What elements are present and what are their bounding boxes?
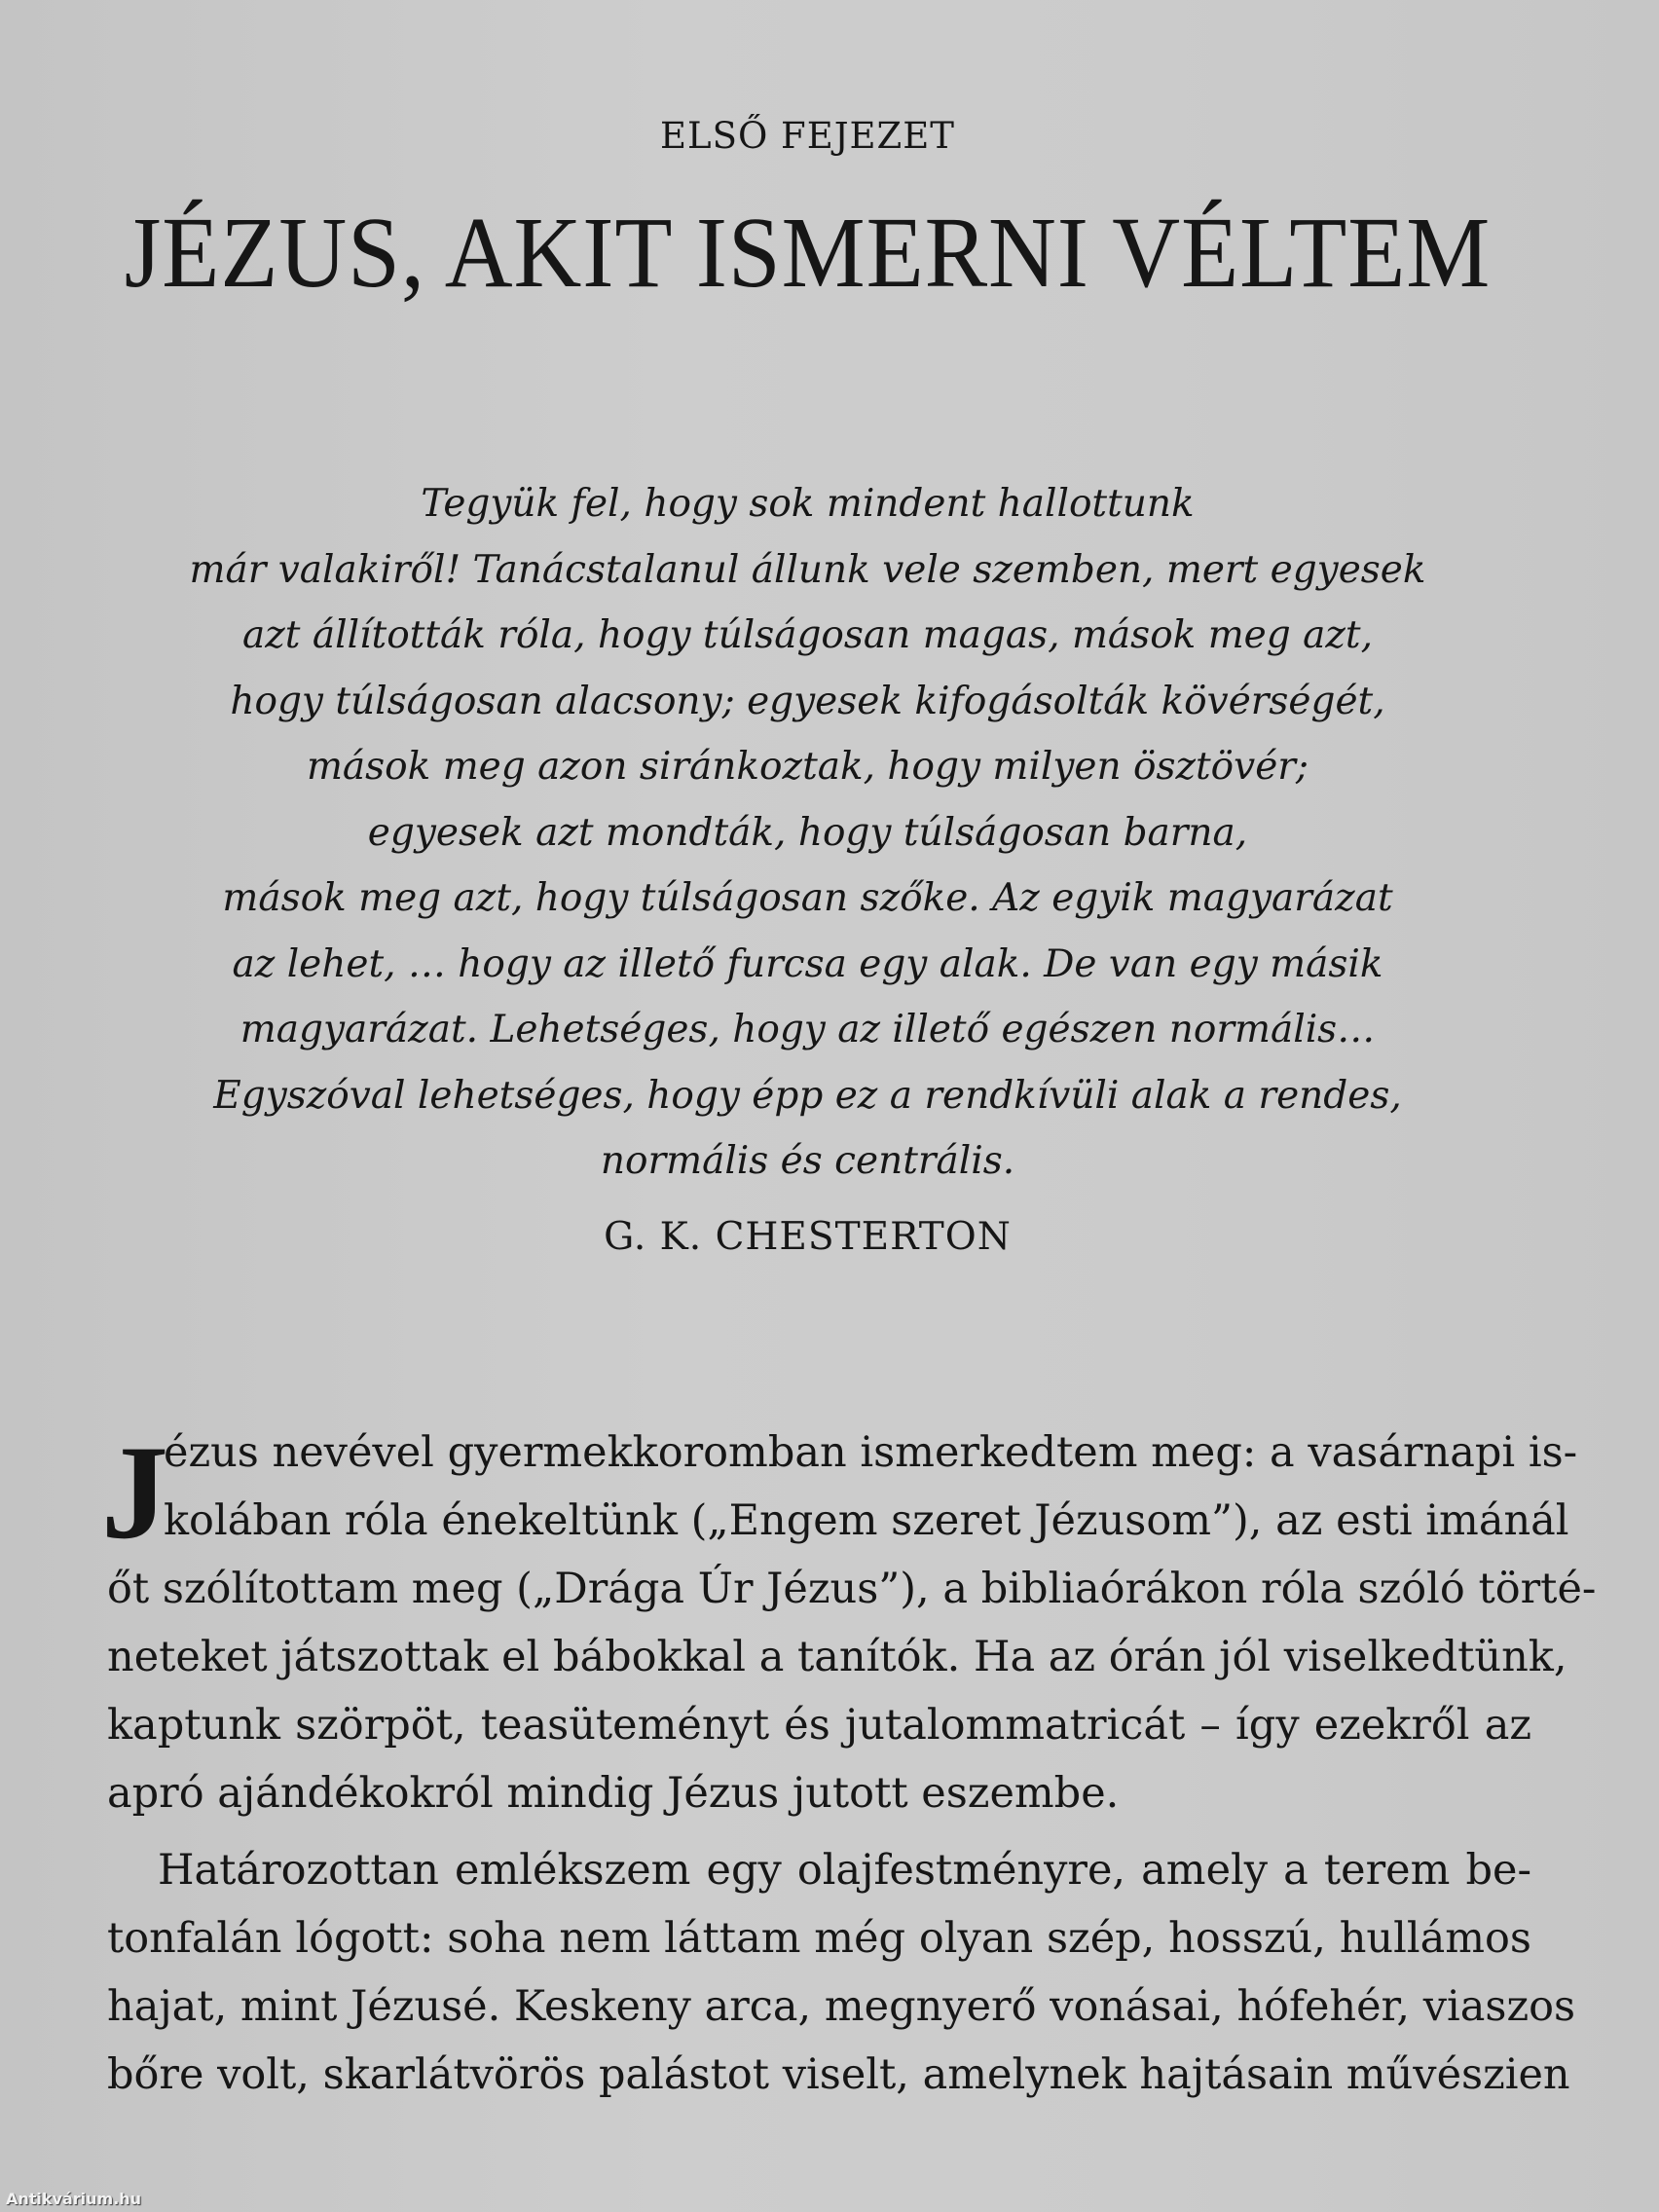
- paragraph-2: [107, 1841, 1576, 2114]
- chapter-title: JÉZUS, AKIT ISMERNI VÉLTEM: [124, 197, 1492, 309]
- text-line: Határozottan emlékszem egy olajfestményre, amely a terem be-: [158, 1846, 1531, 1895]
- text-line: apró ajándékokról mindig Jézus jutott eszembe.: [107, 1769, 1120, 1818]
- epigraph-line: az lehet, … hogy az illető furcsa egy alak. De van egy másik: [232, 941, 1383, 986]
- epigraph-line: már valakiről! Tanácstalanul állunk vele szemben, mert egyesek: [189, 547, 1426, 592]
- paragraph-1: [107, 1423, 1597, 1832]
- epigraph-line: hogy túlságosan alacsony; egyesek kifogásolták kövérségét,: [230, 679, 1385, 723]
- text-line: kolában róla énekeltünk („Engem szeret Jézusom”), az esti imánál: [164, 1496, 1569, 1545]
- text-line: neteket játszottak el bábokkal a tanítók. Ha az órán jól viselkedtünk,: [107, 1633, 1567, 1681]
- text-line: ézus nevével gyermekkoromban ismerkedtem meg: a vasárnapi is-: [164, 1428, 1578, 1477]
- watermark-logo: Antikvárium.hu: [6, 2190, 142, 2208]
- epigraph-line: Tegyük fel, hogy sok mindent hallottunk: [421, 482, 1195, 526]
- epigraph: [0, 477, 1615, 1200]
- text-line: tonfalán lógott: soha nem láttam még olyan szép, hosszú, hullámos: [107, 1914, 1531, 1963]
- epigraph-author: G. K. CHESTERTON: [604, 1215, 1012, 1259]
- epigraph-line: magyarázat. Lehetséges, hogy az illető egészen normális…: [240, 1008, 1376, 1051]
- text-line: hajat, mint Jézusé. Keskeny arca, megnyerő vonásai, hófehér, viaszos: [107, 1982, 1576, 2031]
- epigraph-line: Egyszóval lehetséges, hogy épp ez a rendkívüli alak a rendes,: [213, 1073, 1402, 1118]
- text-line: őt szólítottam meg („Drága Úr Jézus”), a bibliaórákon róla szóló törté-: [107, 1565, 1597, 1613]
- epigraph-line: normális és centrális.: [600, 1139, 1015, 1183]
- text-line: bőre volt, skarlátvörös palástot viselt, amelynek hajtásain művészien: [107, 2050, 1570, 2099]
- epigraph-line: mások meg azon siránkoztak, hogy milyen ösztövér;: [306, 745, 1309, 789]
- drop-cap: J: [101, 1418, 168, 1567]
- chapter-label: ELSŐ FEJEZET: [660, 115, 955, 157]
- epigraph-line: azt állították róla, hogy túlságosan magas, mások meg azt,: [241, 613, 1373, 657]
- epigraph-line: mások meg azt, hogy túlságosan szőke. Az egyik magyarázat: [222, 876, 1393, 920]
- text-line: kaptunk szörpöt, teasüteményt és jutalommatricát – így ezekről az: [107, 1701, 1531, 1750]
- epigraph-line: egyesek azt mondták, hogy túlságosan barna,: [367, 810, 1248, 855]
